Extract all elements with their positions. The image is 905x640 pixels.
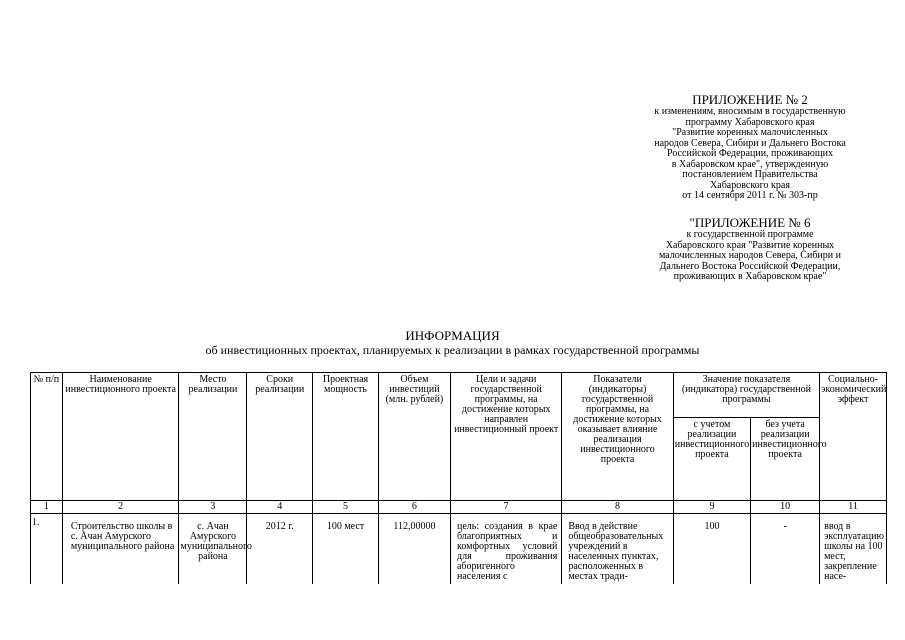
cell-place: с. Ачан Амурского муниципального района <box>179 514 247 585</box>
header-cell-with-project: с учетом реализации инвестиционного проекта <box>673 418 750 501</box>
header-cell-term: Сроки реализации <box>247 373 313 501</box>
appendix-2-line: от 14 сентября 2011 г. № 303-пр <box>682 190 818 201</box>
appendix-2-line: "Развитие коренных малочисленных <box>672 127 828 138</box>
appendix-6-line: Хабаровского края "Развитие коренных <box>665 239 835 251</box>
column-number: 9 <box>673 501 750 514</box>
header-cell-without-project: без учета реализации инвестиционного проекта <box>751 418 820 501</box>
appendix-2-line: Хабаровского края <box>710 179 790 191</box>
document-subtitle: об инвестиционных проектах, планируемых к реализации в рамках государственной программы <box>205 343 700 357</box>
header-cell-num: № п/п <box>31 373 63 501</box>
header-cell-indicator: Показатели (индикаторы) государственной программы, на достижение которых оказывает влияние реализация инвестиционного проекта <box>562 373 673 501</box>
appendix-2-line: народов Севера, Сибири и Дальнего Востока <box>654 137 846 149</box>
cell-capacity: 100 мест <box>313 514 379 585</box>
column-number: 8 <box>562 501 673 514</box>
header-cell-name: Наименование инвестиционного проекта <box>62 373 179 501</box>
appendix-2-line: в Хабаровском крае", утвержденную <box>671 158 829 170</box>
cell-term: 2012 г. <box>247 514 313 585</box>
appendix-6-heading: "ПРИЛОЖЕНИЕ № 6 <box>689 215 811 230</box>
header-cell-goal: Цели и задачи государственной программы, на достижение которых направлен инвестиционный проект <box>450 373 561 501</box>
cell-volume: 112,00000 <box>378 514 450 585</box>
cell-indicator: Ввод в действие общеобразовательных учреждений в населенных пунктах, расположенных в местах тради- <box>562 514 673 585</box>
cell-with-project: 100 <box>673 514 750 585</box>
appendix-2-line: программу Хабаровского края <box>685 116 815 128</box>
column-number: 6 <box>378 501 450 514</box>
appendix-2-line: постановлением Правительства <box>682 169 818 180</box>
header-cell-effect: Социально-экономический эффект <box>820 373 887 501</box>
cell-effect: ввод в эксплуатацию школы на 100 мест, закрепление насе- <box>820 514 887 585</box>
appendix-2-heading: ПРИЛОЖЕНИЕ № 2 <box>692 92 808 107</box>
column-number: 1 <box>31 501 63 514</box>
appendix-2-block <box>600 92 900 202</box>
column-number: 3 <box>179 501 247 514</box>
column-number: 10 <box>751 501 820 514</box>
table-header-row <box>31 373 887 418</box>
column-number: 5 <box>313 501 379 514</box>
table-row <box>31 514 887 585</box>
column-number: 2 <box>62 501 179 514</box>
column-number: 4 <box>247 501 313 514</box>
column-numbers-row <box>31 501 887 514</box>
header-cell-capacity: Проектная мощность <box>313 373 379 501</box>
column-number: 7 <box>450 501 561 514</box>
cell-project-name: Строительство школы в с. Ачан Амурского муниципального района <box>62 514 179 585</box>
appendix-6-line: к государственной программе <box>686 229 814 240</box>
appendix-2-line: к изменениям, вносимым в государственную <box>654 106 846 117</box>
column-number: 11 <box>820 501 887 514</box>
appendix-6-block <box>600 215 900 283</box>
header-cell-place: Место реализации <box>179 373 247 501</box>
appendix-6-line: проживающих в Хабаровском крае" <box>673 271 827 282</box>
document-title: ИНФОРМАЦИЯ <box>405 328 500 343</box>
appendix-2-line: Российской Федерации, проживающих <box>667 148 833 159</box>
cell-goal: цель: создания в крае благоприятных и комфортных условий для проживания аборигенного населения с <box>450 514 561 585</box>
header-cell-indicator-value: Значение показателя (индикатора) государственной программы <box>673 373 819 418</box>
investment-projects-table <box>30 372 887 584</box>
cell-row-number: 1. <box>31 514 63 585</box>
appendix-6-line: Дальнего Востока Российской Федерации, <box>659 260 841 272</box>
cell-without-project: - <box>751 514 820 585</box>
appendix-6-line: малочисленных народов Севера, Сибири и <box>659 250 841 261</box>
header-cell-volume: Объем инвестиций (млн. рублей) <box>378 373 450 501</box>
